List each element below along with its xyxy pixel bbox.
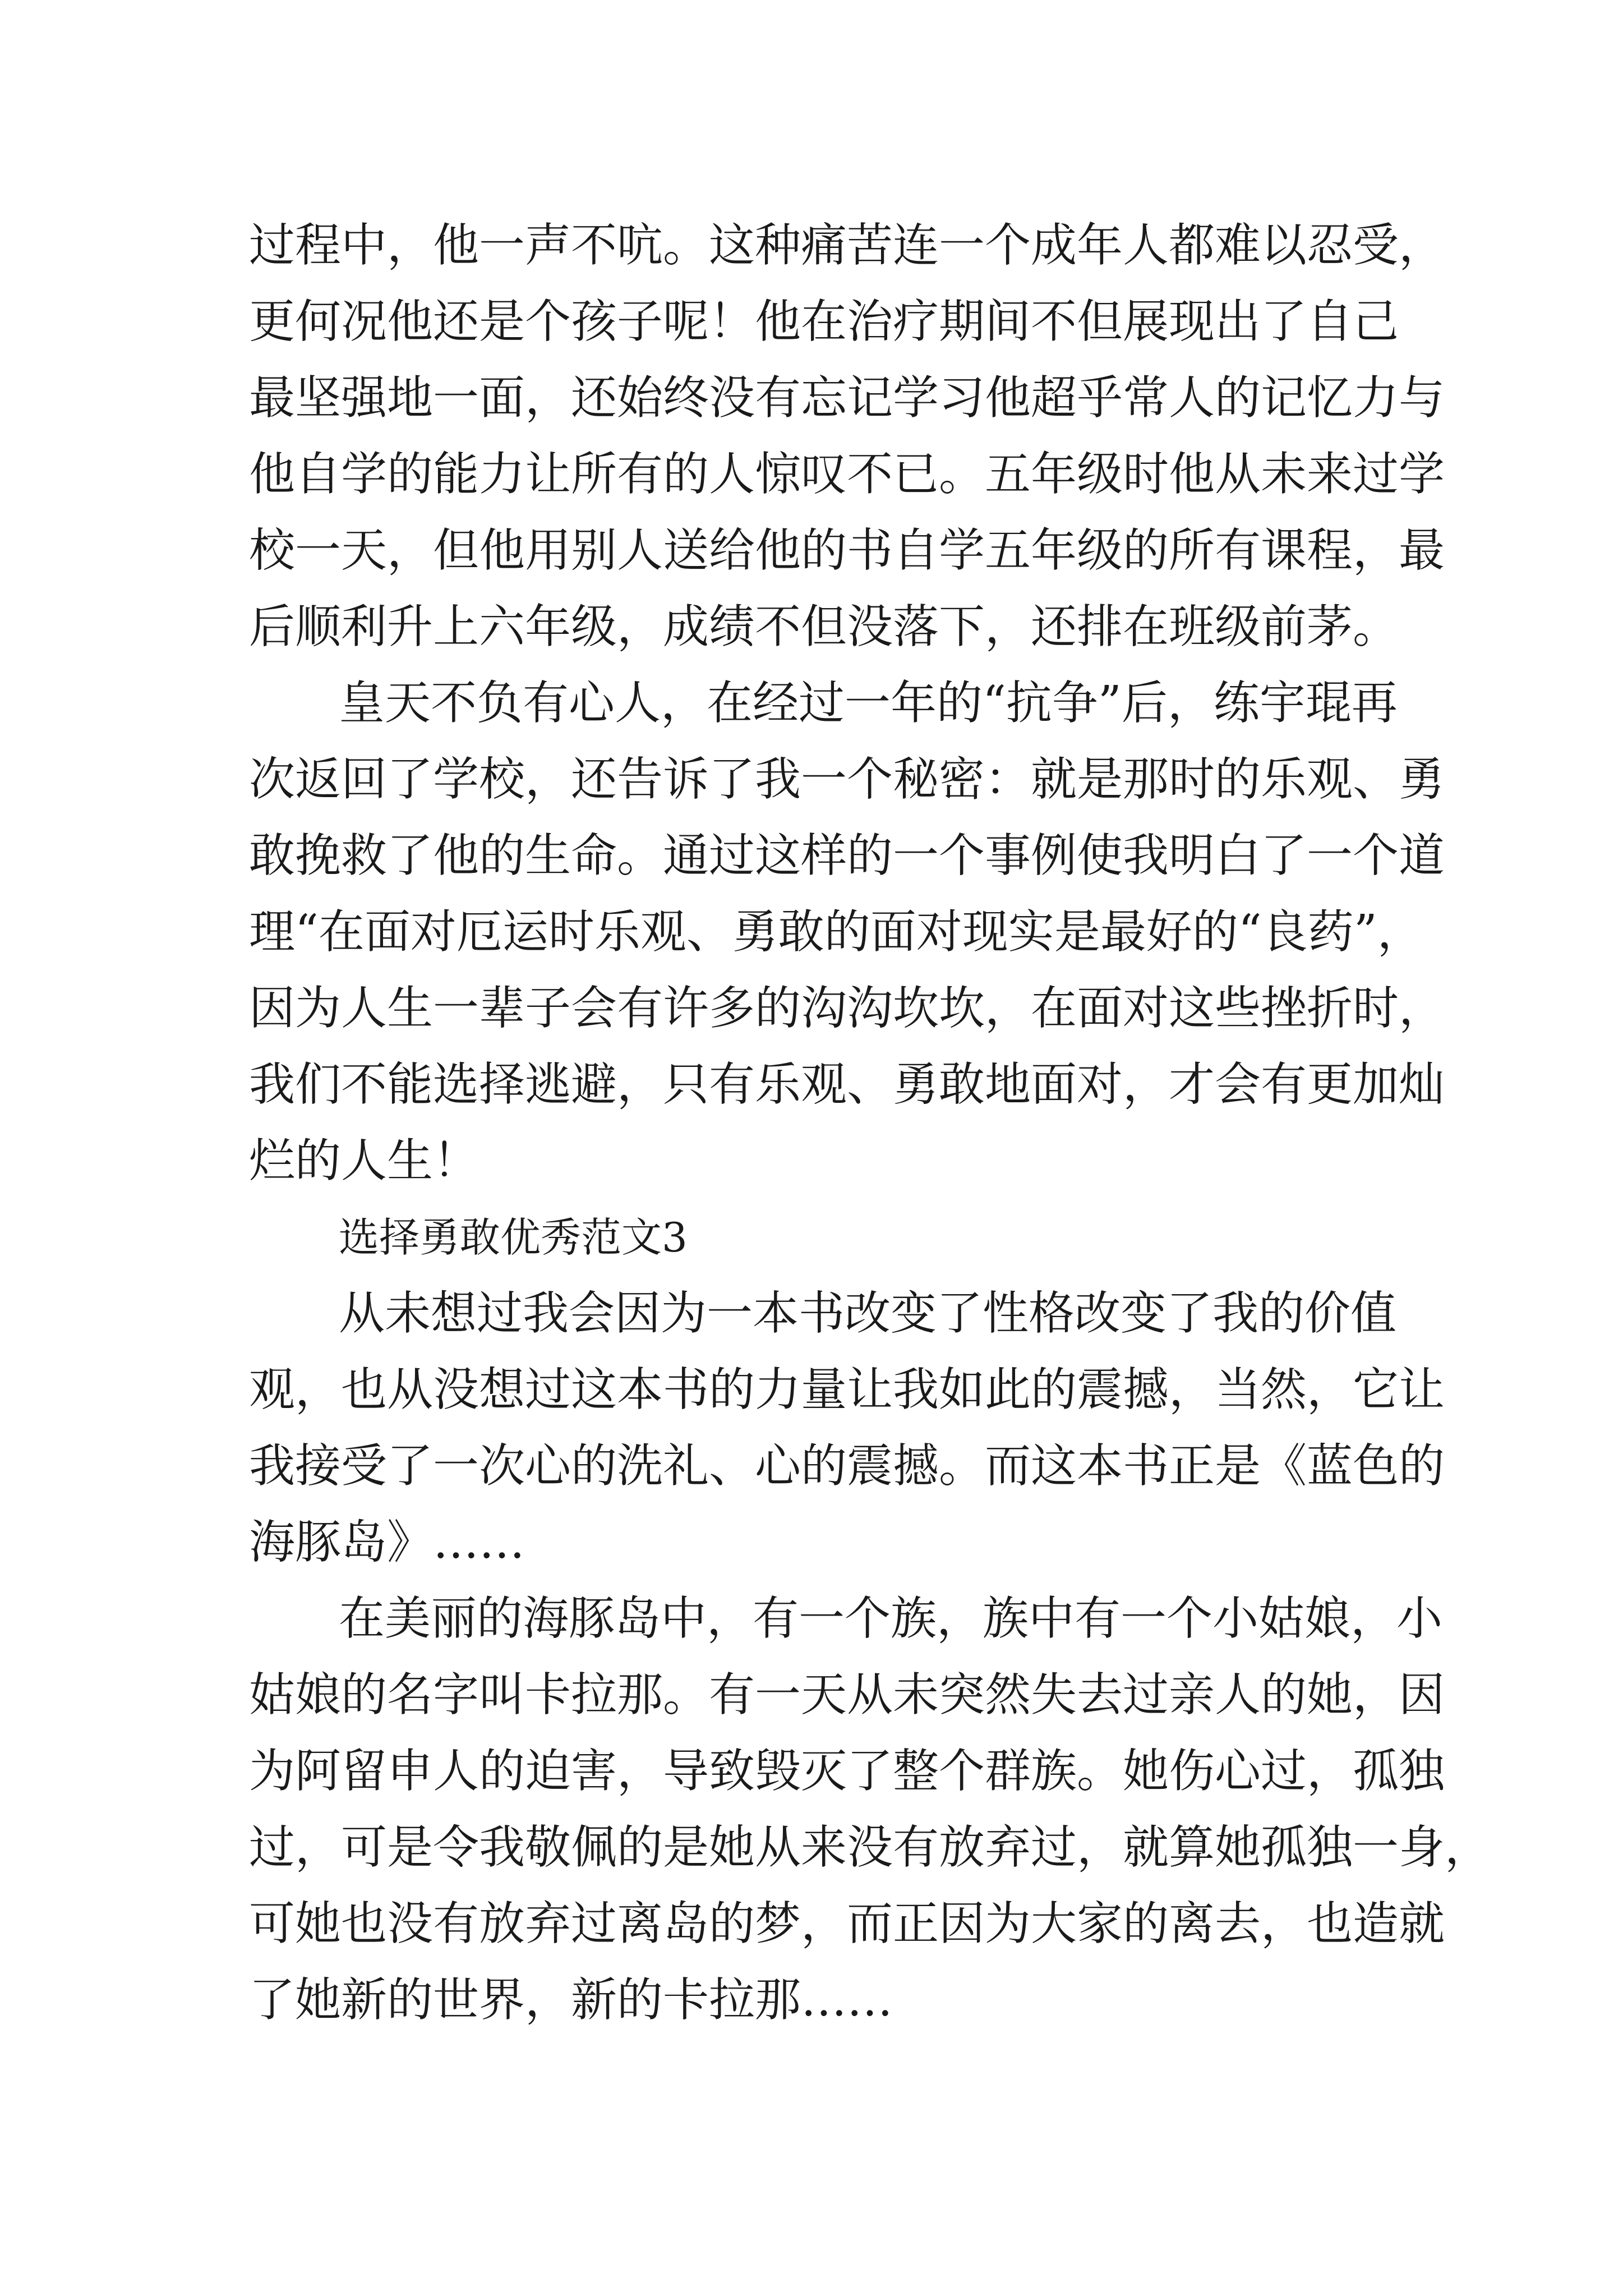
paragraph-1-line-2: 更何况他还是个孩子呢！他在治疗期间不但展现出了自己: [249, 295, 1399, 348]
paragraph-2-line-6: 我们不能选择逃避，只有乐观、勇敢地面对，才会有更加灿: [249, 1058, 1445, 1111]
paragraph-3-line-4: 海豚岛》……: [249, 1516, 525, 1569]
paragraph-1-line-4: 他自学的能力让所有的人惊叹不已。五年级时他从未来过学: [249, 448, 1445, 501]
paragraph-2-line-3: 敢挽救了他的生命。通过这样的一个事例使我明白了一个道: [249, 829, 1445, 882]
paragraph-1-line-1: 过程中，他一声不吭。这种痛苦连一个成年人都难以忍受，: [249, 219, 1445, 272]
paragraph-2-line-5: 因为人生一辈子会有许多的沟沟坎坎，在面对这些挫折时，: [249, 982, 1445, 1035]
paragraph-4-line-2: 姑娘的名字叫卡拉那。有一天从未突然失去过亲人的她，因: [249, 1668, 1445, 1722]
paragraph-4-line-4: 过，可是令我敬佩的是她从来没有放弃过，就算她孤独一身，: [249, 1821, 1491, 1874]
paragraph-4-line-5: 可她也没有放弃过离岛的梦，而正因为大家的离去，也造就: [249, 1897, 1445, 1950]
paragraph-4-line-1: 在美丽的海豚岛中，有一个族，族中有一个小姑娘，小: [339, 1592, 1443, 1645]
paragraph-3-line-1: 从未想过我会因为一本书改变了性格改变了我的价值: [339, 1287, 1397, 1340]
paragraph-2-line-4: 理“在面对厄运时乐观、勇敢的面对现实是最好的“良药”，: [249, 905, 1423, 959]
paragraph-1-line-5: 校一天，但他用别人送给他的书自学五年级的所有课程，最: [249, 524, 1445, 577]
section-heading: 选择勇敢优秀范文3: [339, 1214, 688, 1261]
paragraph-1-line-3: 最坚强地一面，还始终没有忘记学习他超乎常人的记忆力与: [249, 371, 1445, 425]
paragraph-3-line-3: 我接受了一次心的洗礼、心的震撼。而这本书正是《蓝色的: [249, 1439, 1445, 1493]
paragraph-4-line-3: 为阿留申人的迫害，导致毁灭了整个群族。她伤心过，孤独: [249, 1745, 1445, 1798]
paragraph-2-line-2: 次返回了学校，还告诉了我一个秘密：就是那时的乐观、勇: [249, 753, 1445, 806]
paragraph-2-line-7: 烂的人生！: [249, 1134, 479, 1188]
paragraph-3-line-2: 观，也从没想过这本书的力量让我如此的震撼，当然，它让: [249, 1363, 1445, 1416]
paragraph-2-line-1: 皇天不负有心人，在经过一年的“抗争”后，练宇琨再: [339, 677, 1398, 730]
paragraph-4-line-6: 了她新的世界，新的卡拉那……: [249, 1973, 893, 2027]
paragraph-1-line-6: 后顺利升上六年级，成绩不但没落下，还排在班级前茅。: [249, 600, 1399, 654]
